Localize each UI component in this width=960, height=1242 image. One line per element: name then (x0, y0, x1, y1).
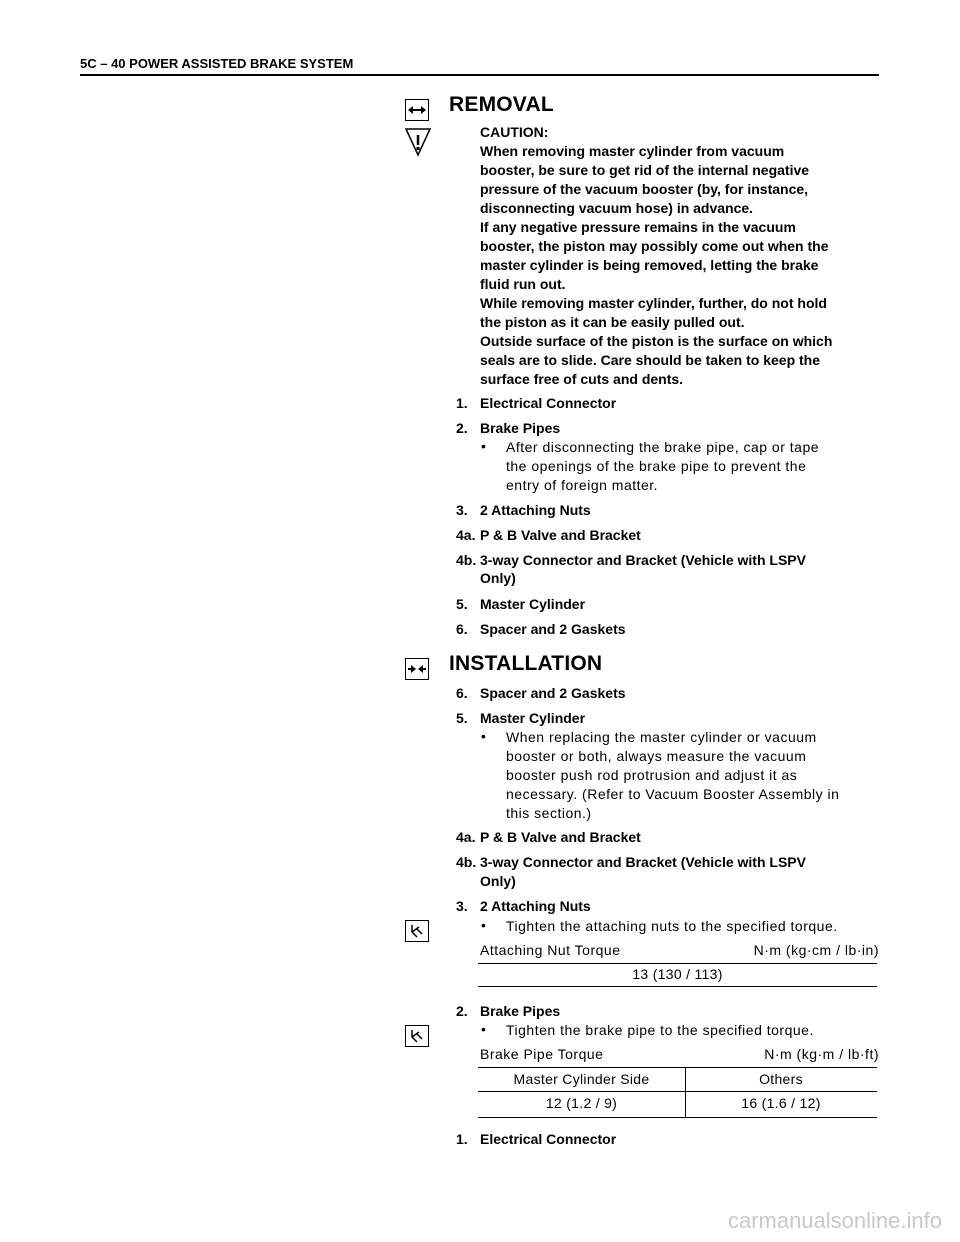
pipe-col1-value: 12 (1.2 / 9) (545, 1095, 618, 1111)
torque-wrench-icon (405, 920, 429, 942)
page-header: 5C – 40 POWER ASSISTED BRAKE SYSTEM (80, 56, 354, 71)
removal-arrows-icon (405, 99, 429, 121)
pipe-col1-header: Master Cylinder Side (513, 1071, 650, 1087)
removal-step-4b-cont: Only) (480, 570, 516, 586)
nut-torque-label: Attaching Nut Torque (480, 942, 621, 958)
warning-triangle-icon (405, 127, 431, 162)
bullet-icon: • (481, 1021, 486, 1037)
pipe-col2-header: Others (759, 1071, 803, 1087)
nut-torque-unit: N·m (kg·cm / lb·in) (753, 942, 879, 958)
bullet-icon: • (481, 438, 486, 454)
install-step-4b-cont: Only) (480, 873, 516, 889)
install-step-2: 2. Brake Pipes (456, 1003, 561, 1019)
removal-step-6: 6. Spacer and 2 Gaskets (456, 621, 626, 637)
nut-torque-value: 13 (130 / 113) (632, 966, 723, 982)
table-rule (478, 963, 877, 964)
table-column-divider (685, 1067, 686, 1117)
bullet-icon: • (481, 728, 486, 744)
header-rule (80, 74, 879, 76)
pipe-torque-unit: N·m (kg·m / lb·ft) (764, 1046, 879, 1062)
removal-step-4b: 4b. 3-way Connector and Bracket (Vehicle with LSPV (456, 552, 806, 568)
removal-step-1: 1. Electrical Connector (456, 395, 617, 411)
brake-pipe-removal-note: After disconnecting the brake pipe, cap or tape the openings of the brake pipe to prevent the entry of foreign matter. (506, 439, 820, 493)
pipes-install-note: Tighten the brake pipe to the specified torque. (506, 1022, 814, 1038)
install-step-1: 1. Electrical Connector (456, 1131, 617, 1147)
removal-step-5: 5. Master Cylinder (456, 596, 586, 612)
table-rule (478, 1091, 877, 1092)
master-cylinder-install-note: When replacing the master cylinder or vacuum booster or both, always measure the vacuum booster push rod protrusion and adjust it as necessary. (Refer to Vacuum Booster Assembly in this section.) (506, 729, 840, 821)
bullet-icon: • (481, 917, 486, 933)
install-step-5: 5. Master Cylinder (456, 710, 586, 726)
pipe-torque-label: Brake Pipe Torque (480, 1046, 604, 1062)
nuts-install-note: Tighten the attaching nuts to the specified torque. (506, 918, 838, 934)
install-step-4b: 4b. 3-way Connector and Bracket (Vehicle with LSPV (456, 854, 806, 870)
pipe-col2-value: 16 (1.6 / 12) (741, 1095, 821, 1111)
table-rule (478, 1117, 877, 1118)
removal-step-2: 2. Brake Pipes (456, 420, 561, 436)
removal-title: REMOVAL (449, 93, 554, 116)
table-rule (478, 986, 877, 987)
install-step-4a: 4a. P & B Valve and Bracket (456, 829, 641, 845)
installation-arrows-icon (405, 658, 429, 680)
watermark: carmanualsonline.info (727, 1208, 942, 1233)
table-rule (478, 1067, 877, 1068)
install-step-6: 6. Spacer and 2 Gaskets (456, 685, 626, 701)
torque-wrench-icon (405, 1025, 429, 1047)
install-step-3: 3. 2 Attaching Nuts (456, 898, 591, 914)
removal-step-4a: 4a. P & B Valve and Bracket (456, 527, 641, 543)
caution-text: CAUTION: When removing master cylinder from vacuum booster, be sure to get rid of the internal negative pressure of the vacuum booster (by, for instance, disconnecting vacuum hose) in advance. If any negative pressure remains in the vacuum booster, the piston may possibly come out when the master cylinder is being removed, letting the brake fluid run out. While removing master cylinder, further, do not hold the piston as it can be easily pulled out. Outside surface of the piston is the surface on which seals are to slide. Care should be taken to keep the surface free of cuts and dents. (480, 124, 833, 387)
removal-step-3: 3. 2 Attaching Nuts (456, 502, 591, 518)
installation-title: INSTALLATION (449, 652, 603, 675)
